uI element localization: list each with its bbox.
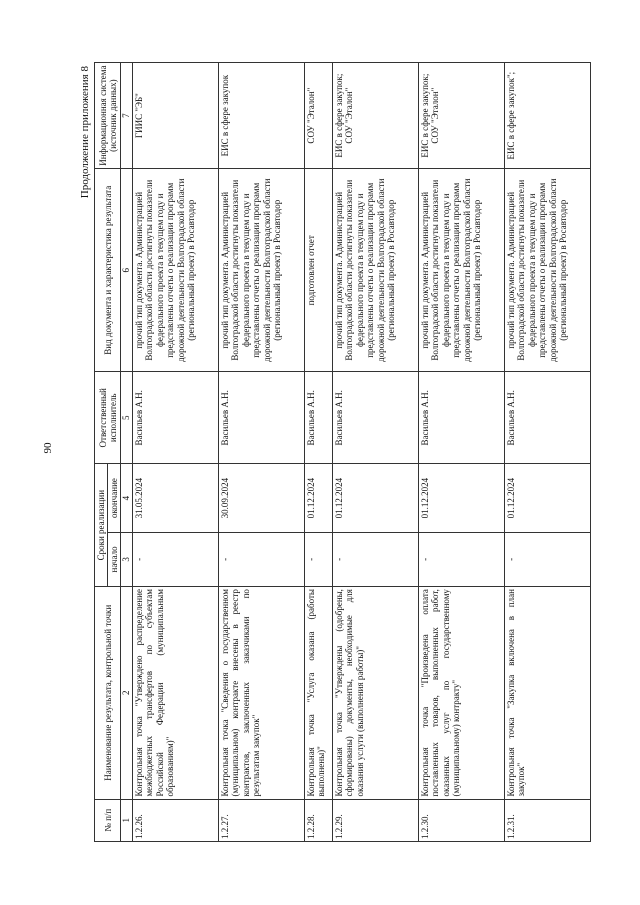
row-responsible: Васильев А.Н. [418,372,504,464]
row-number: 1.2.26. [132,799,218,841]
table-row [332,63,418,842]
row-info-system: СОУ "Эталон" [304,63,332,169]
row-doc-type: прочий тип документа. Администрацией Волгоградской области достигнуты показатели федерального проекта в текущем году и представлены отчеты о реализации программ дорожной деятельности Волгоградской области (региональный проект) в Росавтодор [418,169,504,372]
row-doc-type: прочий тип документа. Администрацией Волгоградской области достигнуты показатели федерального проекта в текущем году и представлены отчеты о реализации программ дорожной деятельности Волгоградской области (региональный проект) в Росавтодор [218,169,304,372]
rotated-page-content [78,62,578,842]
table-row [418,63,504,842]
table-row [504,63,590,842]
row-name: Контрольная точка "Закупка включена в план закупок" [504,587,590,799]
row-end: 01.12.2024 [504,464,590,532]
row-name: Контрольная точка "Утверждены (одобрены, сформированы) документы, необходимые для оказания услуги (выполнения работы)" [332,587,418,799]
header-responsible: Ответственный исполнитель [95,372,121,464]
row-name: Контрольная точка "Услуга оказана (работы выполнены)" [304,587,332,799]
row-info-system: ЕИС в сфере закупок [218,63,304,169]
row-end: 01.12.2024 [418,464,504,532]
column-number: 6 [121,169,133,372]
column-number: 7 [121,63,133,169]
row-start: - [304,532,332,586]
row-end: 01.12.2024 [304,464,332,532]
row-responsible: Васильев А.Н. [218,372,304,464]
column-number: 3 [121,532,133,586]
row-end: 01.12.2024 [332,464,418,532]
header-terms: Сроки реализации [95,464,108,587]
row-info-system: ГИИС "ЭБ" [132,63,218,169]
row-doc-type: прочий тип документа. Администрацией Волгоградской области достигнуты показатели федерального проекта в текущем году и представлены отчеты о реализации программ дорожной деятельности Волгоградской области (региональный проект) в Росавтодор [332,169,418,372]
column-number: 1 [121,799,133,841]
table-row [304,63,332,842]
row-doc-type: подготовлен отчет [304,169,332,372]
row-end: 31.05.2024 [132,464,218,532]
row-number: 1.2.31. [504,799,590,841]
row-start: - [504,532,590,586]
header-start: начало [108,532,121,586]
header-num: № п/п [95,799,121,841]
row-number: 1.2.27. [218,799,304,841]
row-info-system: ЕИС в сфере закупок; СОУ "Эталон" [418,63,504,169]
control-points-table [94,62,591,842]
column-number: 2 [121,587,133,799]
header-name: Наименование результата, контрольной точки [95,587,121,799]
row-number: 1.2.30. [418,799,504,841]
row-name: Контрольная точка "Утверждено распределение межбюджетных трансфертов по субъектам Российской Федерации (муниципальным образованиям)" [132,587,218,799]
row-number: 1.2.29. [332,799,418,841]
row-start: - [218,532,304,586]
header-info-system: Информационная система (источник данных) [95,63,121,169]
row-responsible: Васильев А.Н. [332,372,418,464]
row-doc-type: прочий тип документа. Администрацией Волгоградской области достигнуты показатели федерального проекта в текущем году и представлены отчеты о реализации программ дорожной деятельности Волгоградской области (региональный проект) в Росавтодор [132,169,218,372]
page-number: 90 [42,442,54,454]
row-start: - [332,532,418,586]
header-row [95,63,108,842]
row-responsible: Васильев А.Н. [504,372,590,464]
row-doc-type: прочий тип документа. Администрацией Волгоградской области достигнуты показатели федерального проекта в текущем году и представлены отчеты о реализации программ дорожной деятельности Волгоградской области (региональный проект) в Росавтодор [504,169,590,372]
column-number: 5 [121,372,133,464]
row-start: - [132,532,218,586]
column-number: 4 [121,464,133,532]
row-responsible: Васильев А.Н. [132,372,218,464]
row-number: 1.2.28. [304,799,332,841]
table-row [132,63,218,842]
row-info-system: ЕИС в сфере закупок; СОУ "Эталон" [332,63,418,169]
header-end: окончание [108,464,121,532]
row-responsible: Васильев А.Н. [304,372,332,464]
column-numbers-row [121,63,133,842]
row-start: - [418,532,504,586]
table-row [218,63,304,842]
row-name: Контрольная точка "Сведения о государственном (муниципальном) контракте внесены в реестр контрактов, заключенных заказчиками по результатам закупок" [218,587,304,799]
header-doc-type: Вид документа и характеристика результата [95,169,121,372]
row-end: 30.09.2024 [218,464,304,532]
row-info-system: ЕИС в сфере закупок"; [504,63,590,169]
row-name: Контрольная точка "Произведена оплата поставленных товаров, выполненных работ, оказанных услуг по государственному (муниципальному) контракту" [418,587,504,799]
annex-title: Продолжение приложения 8 [79,66,91,199]
